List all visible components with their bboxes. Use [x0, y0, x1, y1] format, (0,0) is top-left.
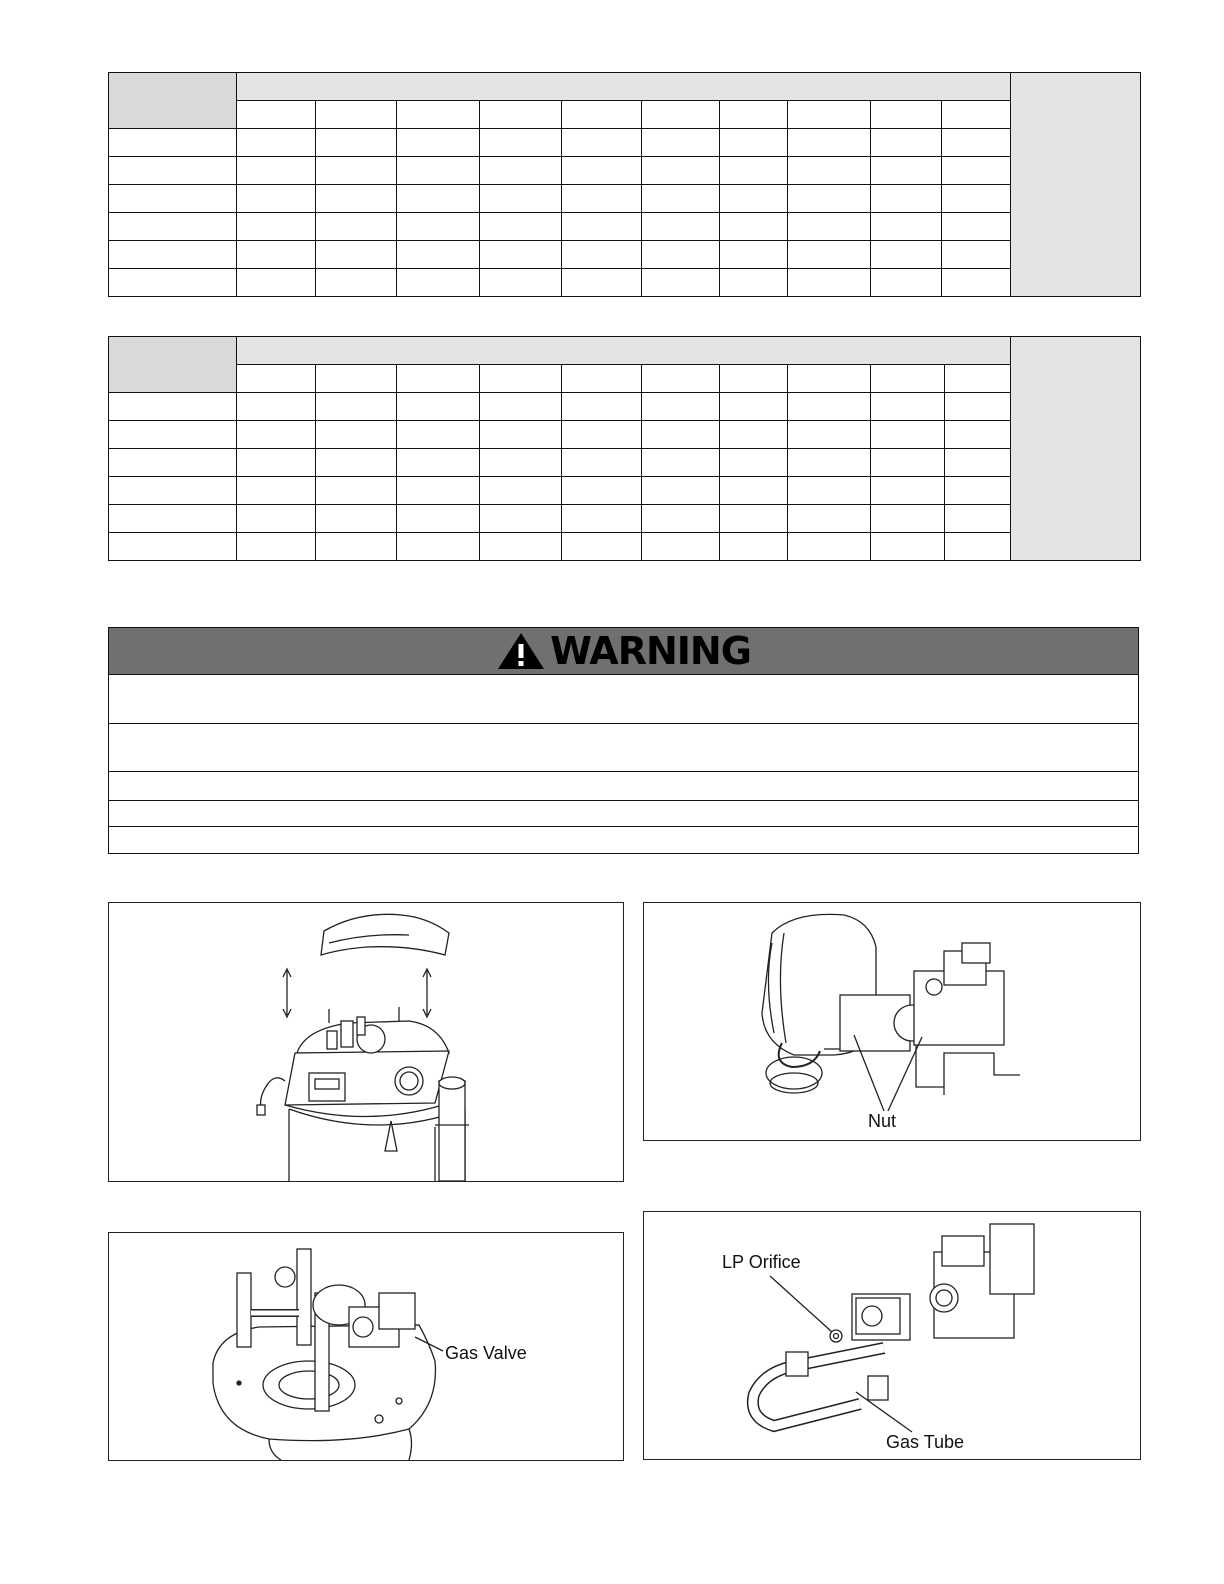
table-cell [562, 533, 642, 561]
table-cell [945, 421, 1011, 449]
table-cell [642, 241, 720, 269]
figure-gas-valve-nuts [643, 902, 1141, 1141]
table-cell [945, 449, 1011, 477]
table-side-column [1011, 73, 1141, 297]
table-cell [871, 157, 942, 185]
table-cell [397, 101, 480, 129]
warning-header [108, 627, 1139, 675]
table-cell [237, 477, 316, 505]
table-cell [642, 505, 720, 533]
table-cell [562, 269, 642, 297]
table-cell [562, 213, 642, 241]
table-cell [871, 185, 942, 213]
table-row [109, 241, 1141, 269]
table-cell [316, 505, 397, 533]
warning-title: WARNING [550, 629, 751, 673]
table-row [109, 185, 1141, 213]
warning-row [108, 772, 1139, 801]
table-subheader-row [109, 101, 1141, 129]
table-cell [480, 241, 562, 269]
table-cell [316, 421, 397, 449]
table-cell [109, 393, 237, 421]
table-cell [871, 101, 942, 129]
water-heater-top-illustration [109, 903, 623, 1181]
table-cell [109, 505, 237, 533]
table-cell [788, 129, 871, 157]
table-side-column [1011, 337, 1141, 561]
table-cell [562, 477, 642, 505]
table-cell [788, 101, 871, 129]
table-cell [945, 505, 1011, 533]
table-row [109, 213, 1141, 241]
table-row [109, 533, 1141, 561]
table-cell [480, 393, 562, 421]
table-cell [109, 129, 237, 157]
table-cell [942, 213, 1011, 241]
table-cell [397, 365, 480, 393]
table-cell [788, 421, 871, 449]
table-cell [480, 101, 562, 129]
table-cell [942, 241, 1011, 269]
table-cell [720, 477, 788, 505]
table-cell [397, 185, 480, 213]
table-cell [397, 533, 480, 561]
table-cell [316, 477, 397, 505]
table-cell [237, 533, 316, 561]
table-cell [871, 393, 945, 421]
table-cell [397, 241, 480, 269]
table-column-group-header [237, 337, 1011, 365]
table-cell [642, 365, 720, 393]
table-cell [642, 393, 720, 421]
table-cell [397, 505, 480, 533]
table-row [109, 393, 1141, 421]
lp-orifice-label: LP Orifice [722, 1252, 801, 1272]
table-cell [316, 101, 397, 129]
table-cell [720, 393, 788, 421]
table-cell [316, 533, 397, 561]
table-cell [871, 505, 945, 533]
table-cell [642, 101, 720, 129]
heater-top-gas-valve-illustration [109, 1233, 623, 1460]
table-subheader-row [109, 365, 1141, 393]
table-cell [237, 449, 316, 477]
gas-valve-label: Gas Valve [445, 1343, 527, 1363]
table-cell [720, 449, 788, 477]
orifice-gas-tube-exploded-illustration [644, 1212, 1140, 1459]
table-cell [397, 393, 480, 421]
table-cell [720, 269, 788, 297]
table-cell [942, 269, 1011, 297]
table-cell [642, 269, 720, 297]
table-cell [562, 241, 642, 269]
table-cell [237, 241, 316, 269]
table-row [109, 449, 1141, 477]
table-cell [109, 241, 237, 269]
table-cell [562, 185, 642, 213]
warning-box [108, 627, 1139, 854]
table-cell [642, 129, 720, 157]
table-cell [109, 269, 237, 297]
table-cell [720, 213, 788, 241]
table-cell [480, 213, 562, 241]
table-cell [720, 365, 788, 393]
table-cell [480, 477, 562, 505]
table-cell [788, 533, 871, 561]
table-cell [316, 157, 397, 185]
table-cell [316, 449, 397, 477]
table-cell [109, 157, 237, 185]
table-row [109, 477, 1141, 505]
table-cell [562, 393, 642, 421]
table-cell [109, 477, 237, 505]
table-cell [109, 421, 237, 449]
table-cell [871, 421, 945, 449]
table-cell [237, 213, 316, 241]
table-cell [788, 157, 871, 185]
table-cell [788, 213, 871, 241]
table-cell [397, 477, 480, 505]
table-cell [237, 365, 316, 393]
table-cell [871, 365, 945, 393]
table-cell [397, 129, 480, 157]
table-cell [237, 101, 316, 129]
table-cell [480, 449, 562, 477]
table-cell [788, 393, 871, 421]
warning-row [108, 675, 1139, 724]
table-cell [945, 365, 1011, 393]
table-cell [642, 533, 720, 561]
table-cell [642, 213, 720, 241]
table-column-group-header [237, 73, 1011, 101]
table-cell [480, 269, 562, 297]
table-cell [642, 157, 720, 185]
table-cell [788, 365, 871, 393]
table-cell [480, 129, 562, 157]
table-cell [788, 185, 871, 213]
table-cell [237, 421, 316, 449]
table-cell [480, 421, 562, 449]
table-cell [316, 269, 397, 297]
table-cell [237, 269, 316, 297]
table-cell [871, 269, 942, 297]
table-cell [788, 449, 871, 477]
table-cell [316, 365, 397, 393]
table-cell [109, 213, 237, 241]
table-cell [788, 241, 871, 269]
warning-row [108, 724, 1139, 772]
table-cell [397, 157, 480, 185]
table-row-header-cell [109, 73, 237, 129]
table-cell [480, 533, 562, 561]
table-cell [397, 269, 480, 297]
table-cell [109, 533, 237, 561]
table-cell [871, 477, 945, 505]
nut-label: Nut [868, 1111, 897, 1131]
table-cell [480, 185, 562, 213]
table-row [109, 505, 1141, 533]
table-cell [397, 421, 480, 449]
table-header-row [109, 337, 1141, 365]
table-row-header-cell [109, 337, 237, 393]
table-cell [237, 393, 316, 421]
spec-table-1 [108, 72, 1141, 297]
spec-table-2 [108, 336, 1141, 561]
table-cell [945, 533, 1011, 561]
blower-gas-valve-illustration [644, 903, 1140, 1140]
table-cell [720, 533, 788, 561]
warning-row [108, 827, 1139, 854]
table-cell [316, 129, 397, 157]
warning-row [108, 801, 1139, 827]
table-cell [642, 185, 720, 213]
table-cell [642, 421, 720, 449]
table-cell [942, 157, 1011, 185]
table-header-row [109, 73, 1141, 101]
table-cell [942, 185, 1011, 213]
table-cell [720, 129, 788, 157]
table-cell [942, 129, 1011, 157]
figure-gas-valve-location [108, 1232, 624, 1461]
table-cell [945, 477, 1011, 505]
table-cell [720, 157, 788, 185]
table-cell [562, 101, 642, 129]
table-cell [316, 393, 397, 421]
table-row [109, 269, 1141, 297]
table-cell [316, 185, 397, 213]
table-cell [562, 449, 642, 477]
table-cell [871, 533, 945, 561]
table-cell [562, 365, 642, 393]
table-cell [109, 185, 237, 213]
warning-triangle-icon [496, 631, 546, 671]
table-cell [788, 477, 871, 505]
table-cell [480, 505, 562, 533]
table-cell [720, 241, 788, 269]
table-cell [562, 421, 642, 449]
table-cell [562, 129, 642, 157]
table-cell [237, 185, 316, 213]
gas-tube-label: Gas Tube [886, 1432, 965, 1452]
table-cell [642, 449, 720, 477]
table-cell [720, 101, 788, 129]
table-cell [942, 101, 1011, 129]
table-cell [871, 213, 942, 241]
table-cell [871, 129, 942, 157]
table-cell [397, 213, 480, 241]
table-row [109, 421, 1141, 449]
table-cell [720, 421, 788, 449]
table-cell [316, 241, 397, 269]
table-cell [720, 505, 788, 533]
table-cell [480, 365, 562, 393]
table-cell [237, 129, 316, 157]
figure-cover-removal [108, 902, 624, 1182]
table-cell [237, 505, 316, 533]
table-cell [945, 393, 1011, 421]
table-cell [720, 185, 788, 213]
table-cell [316, 213, 397, 241]
table-cell [788, 505, 871, 533]
table-row [109, 129, 1141, 157]
table-cell [109, 449, 237, 477]
table-cell [562, 505, 642, 533]
table-cell [642, 477, 720, 505]
table-cell [480, 157, 562, 185]
figure-lp-orifice [643, 1211, 1141, 1460]
table-cell [237, 157, 316, 185]
table-cell [871, 241, 942, 269]
table-cell [788, 269, 871, 297]
table-cell [562, 157, 642, 185]
table-cell [397, 449, 480, 477]
table-row [109, 157, 1141, 185]
table-cell [871, 449, 945, 477]
